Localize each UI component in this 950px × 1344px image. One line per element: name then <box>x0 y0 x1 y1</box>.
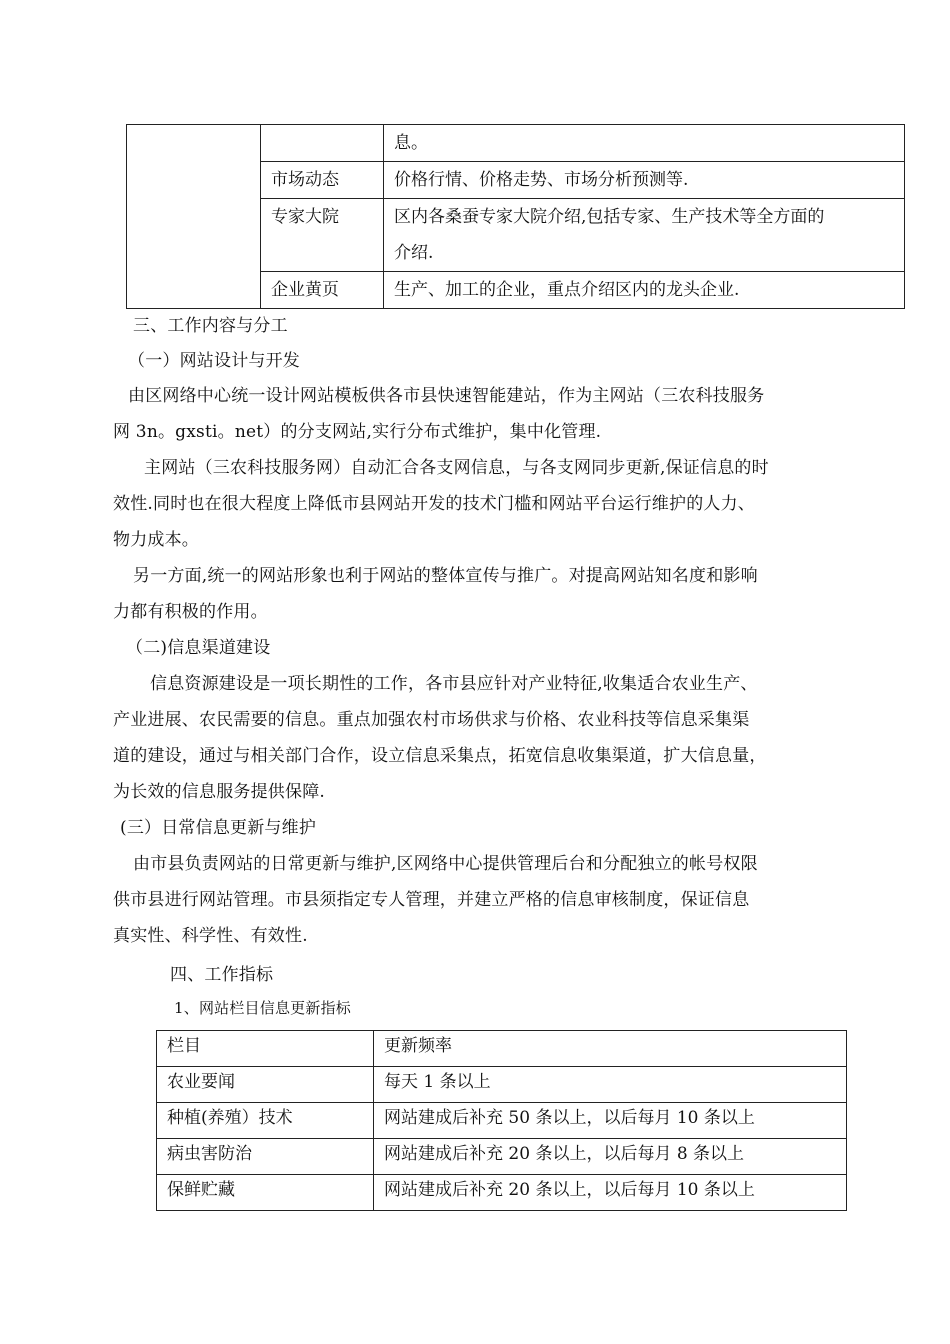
paragraph-line: 由区网络中心统一设计网站模板供各市县快速智能建站，作为主网站（三农科技服务 <box>128 386 765 406</box>
merged-cell <box>127 125 261 309</box>
paragraph-line: 为长效的信息服务提供保障. <box>113 782 326 802</box>
table-cell: 市场动态 <box>261 162 384 199</box>
table-cell: 网站建成后补充 20 条以上，以后每月 10 条以上 <box>374 1175 847 1211</box>
table-row <box>157 1139 847 1175</box>
header-cell: 更新频率 <box>374 1031 847 1067</box>
table-cell: 网站建成后补充 50 条以上，以后每月 10 条以上 <box>374 1103 847 1139</box>
paragraph-line: 供市县进行网站管理。市县须指定专人管理，并建立严格的信息审核制度，保证信息 <box>113 890 750 910</box>
subsection-title: （一）网站设计与开发 <box>128 351 300 371</box>
table-cell: 农业要闻 <box>157 1067 374 1103</box>
table-row <box>157 1067 847 1103</box>
table-cell: 价格行情、价格走势、市场分析预测等. <box>384 162 905 199</box>
cell-line: 区内各桑蚕专家大院介绍,包括专家、生产技术等全方面的 <box>394 207 825 227</box>
section-heading: 四、工作指标 <box>170 965 274 985</box>
column-info-table <box>126 124 905 309</box>
table-header-row <box>157 1031 847 1067</box>
table-cell: 网站建成后补充 20 条以上，以后每月 8 条以上 <box>374 1139 847 1175</box>
paragraph-line: 主网站（三农科技服务网）自动汇合各支网信息，与各支网同步更新,保证信息的时 <box>144 458 769 478</box>
table-row <box>157 1175 847 1211</box>
table-cell <box>261 125 384 162</box>
cell-line: 介绍. <box>394 243 434 263</box>
paragraph-line: 信息资源建设是一项长期性的工作，各市县应针对产业特征,收集适合农业生产、 <box>150 674 758 694</box>
paragraph-line: 真实性、科学性、有效性. <box>113 926 308 946</box>
header-cell: 栏目 <box>157 1031 374 1067</box>
paragraph-line: 道的建设，通过与相关部门合作，设立信息采集点，拓宽信息收集渠道，扩大信息量， <box>113 746 767 766</box>
paragraph-line: 网 3n。gxsti。net）的分支网站,实行分布式维护，集中化管理. <box>113 422 602 442</box>
table-cell <box>384 199 905 272</box>
subsection-title: 1、网站栏目信息更新指标 <box>174 999 351 1017</box>
table-row <box>157 1103 847 1139</box>
table-row <box>127 125 905 162</box>
table-cell: 种植(养殖）技术 <box>157 1103 374 1139</box>
subsection-title: (三）日常信息更新与维护 <box>120 818 317 838</box>
table-cell: 每天 1 条以上 <box>374 1067 847 1103</box>
table-cell: 生产、加工的企业，重点介绍区内的龙头企业. <box>384 272 905 309</box>
paragraph-line: 产业进展、农民需要的信息。重点加强农村市场供求与价格、农业科技等信息采集渠 <box>113 710 750 730</box>
paragraph-line: 物力成本。 <box>113 530 199 550</box>
table-cell: 企业黄页 <box>261 272 384 309</box>
paragraph-line: 另一方面,统一的网站形象也利于网站的整体宣传与推广。对提高网站知名度和影响 <box>133 566 758 586</box>
table-cell: 息。 <box>384 125 905 162</box>
paragraph-line: 效性.同时也在很大程度上降低市县网站开发的技术门槛和网站平台运行维护的人力、 <box>113 494 756 514</box>
update-frequency-table <box>156 1030 847 1211</box>
table-cell: 专家大院 <box>261 199 384 272</box>
paragraph-line: 由市县负责网站的日常更新与维护,区网络中心提供管理后台和分配独立的帐号权限 <box>133 854 758 874</box>
table-cell: 病虫害防治 <box>157 1139 374 1175</box>
paragraph-line: 力都有积极的作用。 <box>113 602 268 622</box>
section-heading: 三、工作内容与分工 <box>133 316 288 336</box>
subsection-title: （二)信息渠道建设 <box>126 638 271 658</box>
table-cell: 保鲜贮藏 <box>157 1175 374 1211</box>
